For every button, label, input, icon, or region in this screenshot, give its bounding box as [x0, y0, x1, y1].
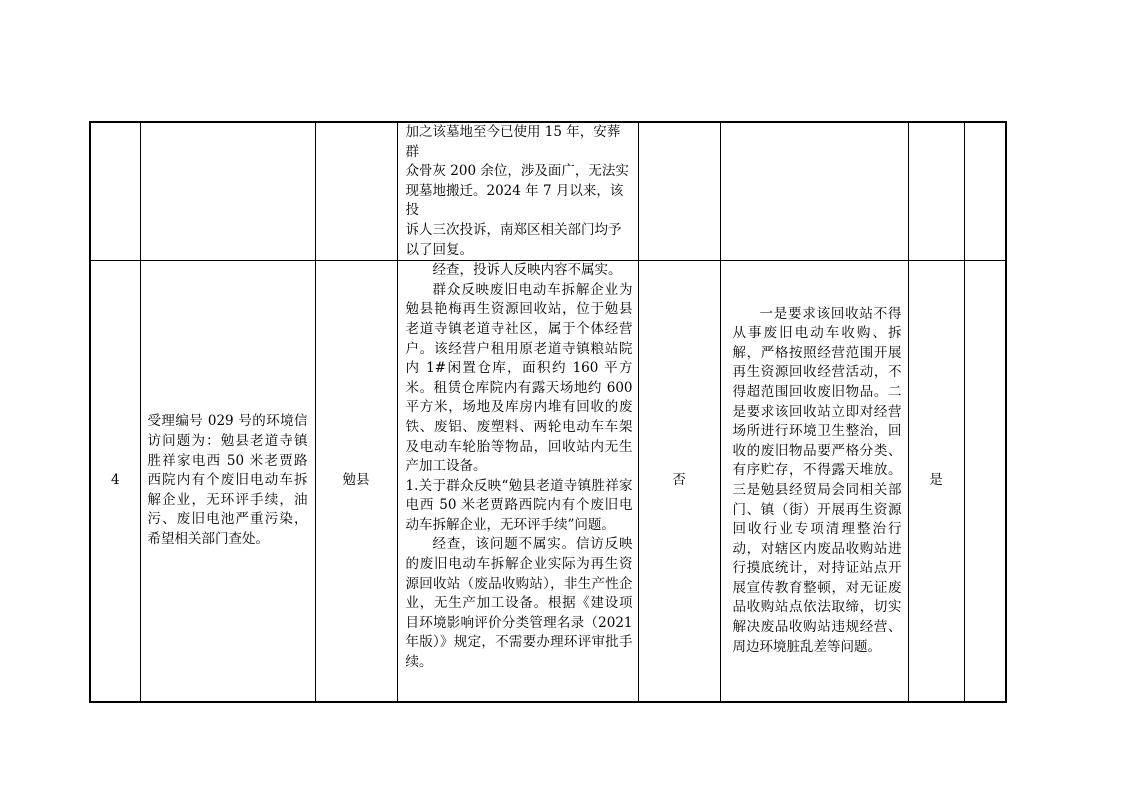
findings-background: 群众反映废旧电动车拆解企业为勉县艳梅再生资源回收站，位于勉县老道寺镇老道寺社区，属于个体经营户。该经营户租用原老道寺镇粮站院内 1#闲置仓库，面积约 160 平方米。租赁仓库院内有露天场地约 600 平方米，场地及库房内堆有回收的废铁、废铝、废塑料、两轮电动车车架及电动车轮胎等物品，回收站内无生产加工设备。	[405, 281, 633, 475]
findings-conclusion: 经查，投诉人反映内容不属实。	[432, 262, 622, 279]
table-row-4	[90, 261, 1006, 702]
findings-line: 现墓地搬迁。2024 年 7 月以来，该投	[405, 182, 624, 219]
cell-number: 4	[90, 261, 140, 702]
cell-measures-empty	[720, 122, 908, 261]
findings-line: 诉人三次投诉，南郑区相关部门均予	[405, 221, 622, 238]
cell-completed-empty	[908, 122, 964, 261]
cell-area: 勉县	[315, 261, 397, 702]
cell-number-empty	[90, 122, 140, 261]
cell-last	[964, 261, 1006, 702]
cell-area-empty	[315, 122, 397, 261]
cell-issue	[140, 261, 315, 702]
cell-findings-continuation	[397, 122, 638, 261]
findings-item-1: 1.关于群众反映“勉县老道寺镇胜祥家电西 50 米老贾路西院内有个废旧电动车拆解企业，无环评手续”问题。	[405, 477, 633, 533]
cell-last-empty	[964, 122, 1006, 261]
findings-line: 加之该墓地至今已使用 15 年，安葬群	[405, 124, 621, 160]
findings-item-1-result: 经查，该问题不属实。信访反映的废旧电动车拆解企业实际为再生资源回收站（废品收购站），非生产性企业，无生产加工设备。根据《建设项目环境影响评价分类管理名录（2021 年版）》规定，不需要办理环评审批手续。	[405, 536, 633, 671]
cell-findings	[397, 261, 638, 702]
findings-line: 以了回复。	[405, 241, 473, 258]
cell-truthful-empty	[638, 122, 720, 261]
measures-text: 一是要求该回收站不得从事废旧电动车收购、拆解，严格按照经营范围开展再生资源回收经营活动，不得超范围回收废旧物品。二是要求该回收站立即对经营场所进行环境卫生整治，回收的废旧物品要严格分类、有序贮存，不得露天堆放。三是勉县经贸局会同相关部门、镇（街）开展再生资源回收行业专项清理整治行动，对辖区内废品收购站进行摸底统计，对持证站点开展宣传教育整顿，对无证废品收购站点依法取缔，切实解决废品收购站违规经营、周边环境脏乱差等问题。	[732, 305, 902, 655]
petition-table	[89, 121, 1007, 703]
cell-truthful: 否	[638, 261, 720, 702]
table-row-continuation	[90, 122, 1006, 261]
cell-completed: 是	[908, 261, 964, 702]
cell-issue-empty	[140, 122, 315, 261]
cell-measures	[720, 261, 908, 702]
issue-text: 受理编号 029 号的环境信访问题为：勉县老道寺镇胜祥家电西 50 米老贾路西院内有个废旧电动车拆解企业，无环评手续，油污、废旧电池严重污染，希望相关部门查处。	[147, 413, 308, 547]
findings-line: 众骨灰 200 余位，涉及面广，无法实	[405, 163, 629, 180]
